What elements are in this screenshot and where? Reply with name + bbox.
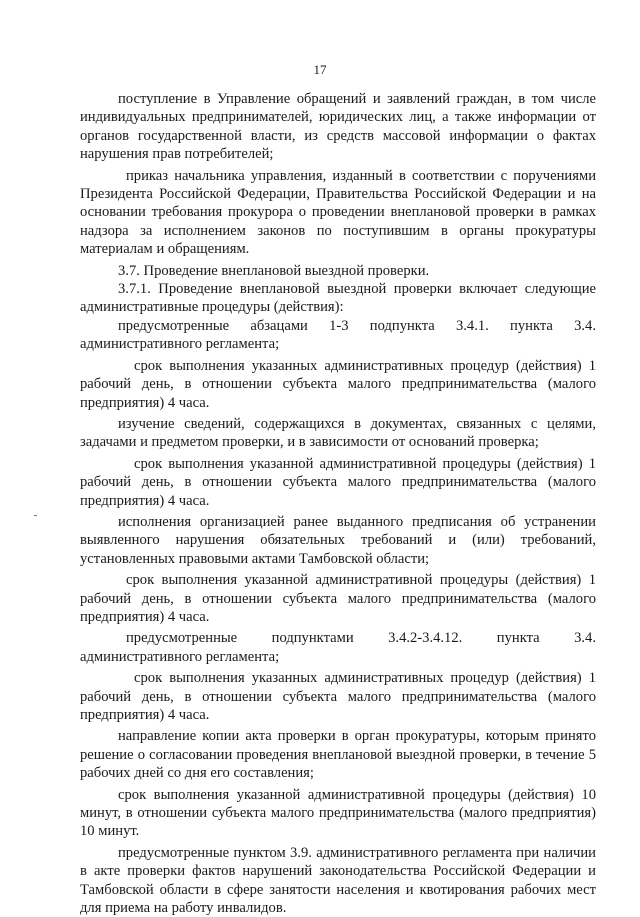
paragraph-3-7-1-intro: 3.7.1. Проведение внеплановой выездной проверки включает следующие административные процедуры (действия): bbox=[80, 281, 596, 316]
paragraph-receipt-of-appeals: поступление в Управление обращений и заявлений граждан, в том числе индивидуальных предпринимателей, юридических лиц, а также информации от органов государственной власти, из средств массовой информации о фактах нарушения прав потребителей; bbox=[80, 91, 596, 163]
paragraph-procedure-1: предусмотренные абзацами 1-3 подпункта 3.4.1. пункта 3.4. административного регламента; bbox=[80, 317, 596, 353]
paragraph-term-3: срок выполнения указанной административной процедуры (действия) 1 рабочий день, в отношении субъекта малого предпринимательства (малого предприятия) 4 часа. bbox=[80, 572, 596, 625]
paragraph-term-1: срок выполнения указанных административных процедур (действия) 1 рабочий день, в отношении субъекта малого предпринимательства (малого предприятия) 4 часа. bbox=[80, 357, 596, 411]
paragraph-term-2: срок выполнения указанной административной процедуры (действия) 1 рабочий день, в отношении субъекта малого предпринимательства (малого предприятия) 4 часа. bbox=[80, 455, 596, 509]
scan-artifact-mark bbox=[34, 515, 37, 516]
paragraph-procedure-4: предусмотренные подпунктами 3.4.2-3.4.12. пункта 3.4. административного регламента; bbox=[80, 630, 596, 665]
paragraph-procedure-5: направление копии акта проверки в орган прокуратуры, которым принято решение о согласовании проведения внеплановой выездной проверки, в течение 5 рабочих дней со дня его составления; bbox=[80, 728, 596, 782]
paragraph-order-of-head: приказ начальника управления, изданный в соответствии с поручениями Президента Российской Федерации, Правительства Российской Федерации и на основании требования прокурора о проведении внеплановой проверки в рамках надзора за исполнением законов по поступившим в органы прокуратуры материалам и обращениям. bbox=[80, 167, 596, 258]
section-heading-3-7: 3.7. Проведение внеплановой выездной проверки. bbox=[118, 262, 430, 279]
document-body bbox=[80, 90, 596, 917]
paragraph-procedure-6: предусмотренные пунктом 3.9. административного регламента при наличии в акте проверки фактов нарушений законодательства Российской Федерации и Тамбовской области в сфере занятости населения и квотирования рабочих мест для приема на работу инвалидов. bbox=[80, 844, 596, 917]
page-number: 17 bbox=[313, 62, 327, 77]
paragraph-procedure-2: изучение сведений, содержащихся в документах, связанных с целями, задачами и предметом проверки, и в зависимости от оснований проверка; bbox=[80, 415, 596, 451]
paragraph-term-4: срок выполнения указанных административных процедур (действия) 1 рабочий день, в отношении субъекта малого предпринимательства (малого предприятия) 4 часа. bbox=[80, 670, 596, 723]
paragraph-procedure-3: исполнения организацией ранее выданного предписания об устранении выявленного нарушения обязательных требований и (или) требований, установленных правовыми актами Тамбовской области; bbox=[80, 513, 596, 567]
paragraph-term-5: срок выполнения указанной административной процедуры (действия) 10 минут, в отношении субъекта малого предпринимательства (малого предприятия) 10 минут. bbox=[80, 786, 596, 840]
